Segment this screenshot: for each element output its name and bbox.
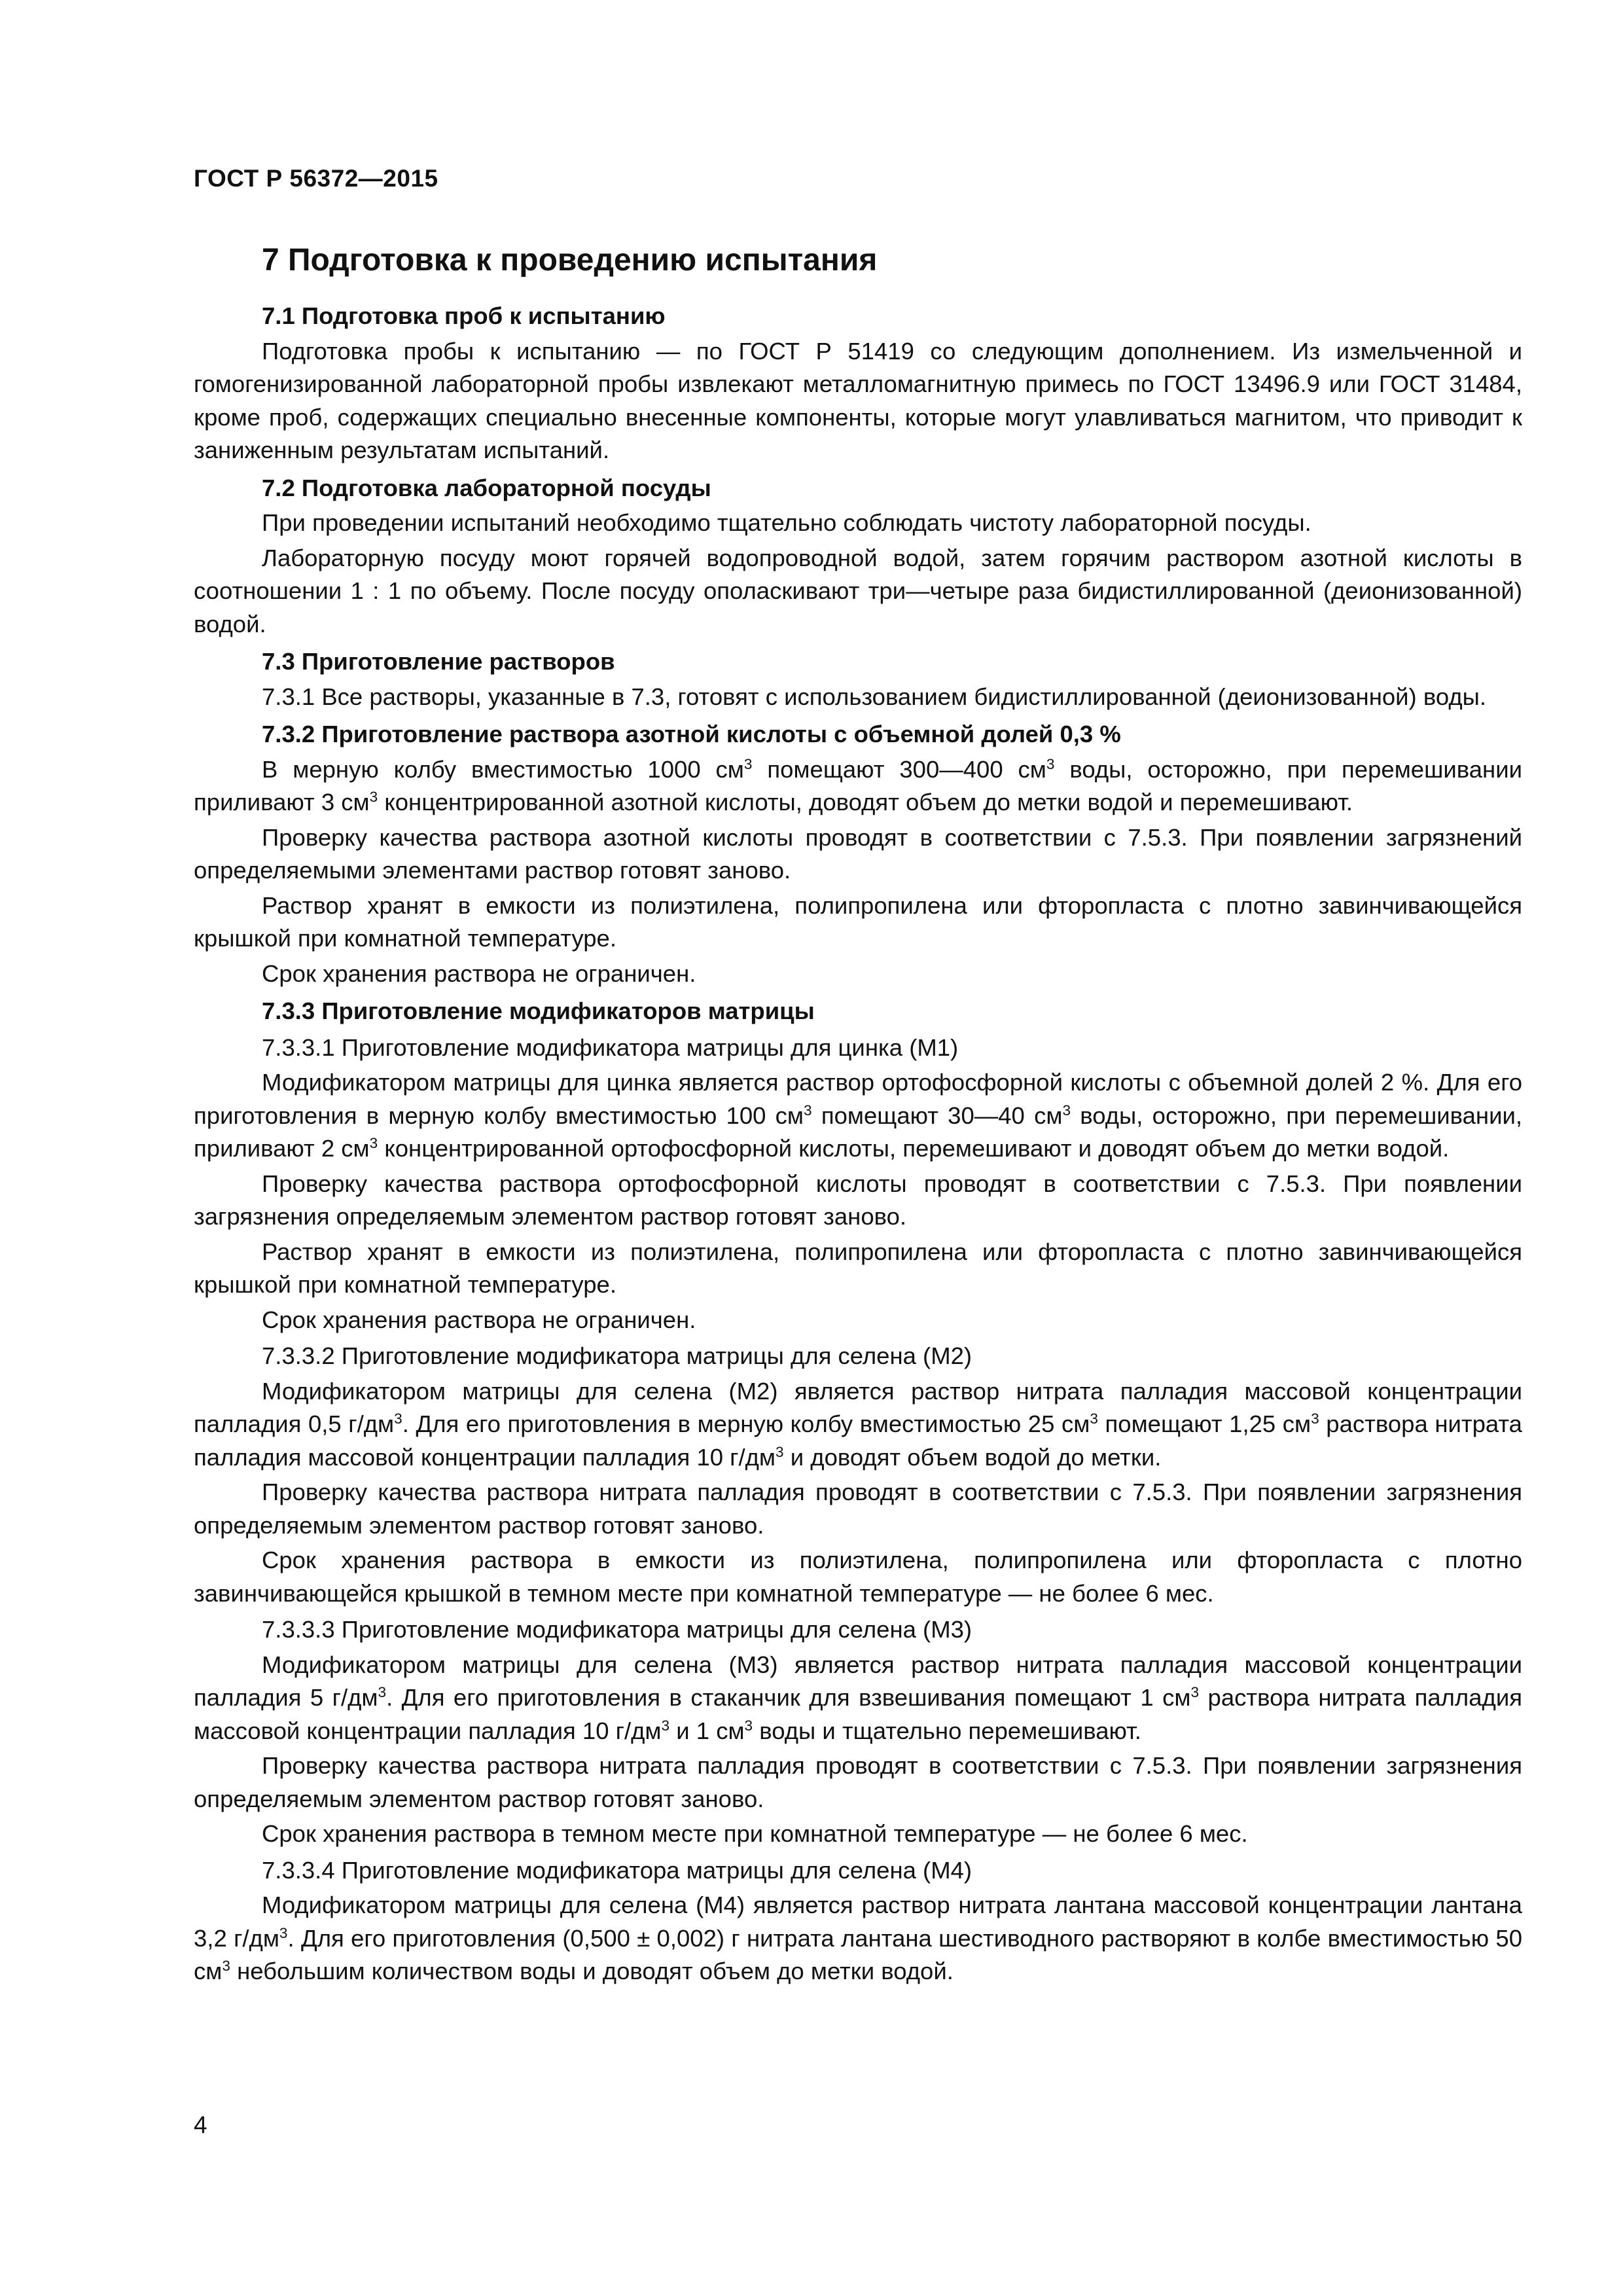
- superscript: 3: [369, 788, 378, 805]
- paragraph: В мерную колбу вместимостью 1000 $см^3$ помещают 300—400 $см^3$ воды, осторожно, при перемешивании приливают 3 $см^3$ концентрированной азотной кислоты, доводят объем до метки водой и перемешивают.: [194, 755, 1522, 816]
- superscript: 3: [1311, 1410, 1319, 1427]
- paragraph: Лабораторную посуду моют горячей водопроводной водой, затем горячим раствором азотной кислоты в соотношении 1 : 1 по объему. После посуду ополаскивают три—четыре раза бидистиллированной (деионизованной) водой.: [194, 544, 1522, 637]
- paragraph: Срок хранения раствора не ограничен.: [262, 960, 696, 987]
- subsection-heading: 7.2 Подготовка лабораторной посуды: [262, 474, 711, 501]
- superscript: 3: [776, 1443, 784, 1460]
- paragraph: При проведении испытаний необходимо тщательно соблюдать чистоту лабораторной посуды.: [262, 509, 1311, 536]
- superscript: 3: [1090, 1410, 1098, 1427]
- paragraph: Подготовка пробы к испытанию — по ГОСТ Р 51419 со следующим дополнением. Из измельченной и гомогенизированной лабораторной пробы извлекают металломагнитную примесь по ГОСТ 13496.9 или ГОСТ 31484, кроме проб, содержащих специально внесенные компоненты, которые могут улавливаться магнитом, что приводит к заниженным результатам испытаний.: [194, 337, 1522, 463]
- clause-heading: 7.3.3.4 Приготовление модификатора матрицы для селена (М4): [262, 1856, 972, 1884]
- subsection-heading: 7.1 Подготовка проб к испытанию: [262, 302, 666, 329]
- paragraph: Срок хранения раствора в темном месте при комнатной температуре — не более 6 мес.: [262, 1820, 1248, 1847]
- superscript: 3: [661, 1717, 670, 1734]
- superscript: 3: [1046, 755, 1055, 772]
- superscript: 3: [743, 755, 753, 772]
- paragraph: Срок хранения раствора в емкости из полиэтилена, полипропилена или фторопласта с плотно завинчивающейся крышкой в темном месте при комнатной температуре — не более 6 мес.: [194, 1547, 1522, 1607]
- document-header: ГОСТ Р 56372—2015: [194, 165, 438, 192]
- superscript: 3: [1190, 1683, 1200, 1700]
- clause-heading: 7.3.3.3 Приготовление модификатора матрицы для селена (М3): [262, 1616, 972, 1643]
- paragraph: Проверку качества раствора нитрата палладия проводят в соответствии с 7.5.3. При появлении загрязнения определяемым элементом раствор готовят заново.: [194, 1479, 1522, 1539]
- superscript: 3: [369, 1134, 378, 1151]
- superscript: 3: [394, 1410, 402, 1427]
- section-title: 7 Подготовка к проведению испытания: [262, 243, 878, 278]
- paragraph: Проверку качества раствора азотной кислоты проводят в соответствии с 7.5.3. При появлении загрязнений определяемыми элементами раствор готовят заново.: [194, 823, 1522, 884]
- superscript: 3: [222, 1957, 230, 1974]
- paragraph-list: [194, 300, 1522, 1988]
- subsection-heading: 7.3.3 Приготовление модификаторов матрицы: [262, 997, 815, 1024]
- paragraph: Раствор хранят в емкости из полиэтилена, полипропилена или фторопласта с плотно завинчивающейся крышкой при комнатной температуре.: [194, 891, 1522, 952]
- superscript: 3: [378, 1683, 387, 1700]
- page-number: 4: [194, 2111, 207, 2138]
- clause-heading: 7.3.3.1 Приготовление модификатора матрицы для цинка (М1): [262, 1033, 959, 1061]
- paragraph: 7.3.1 Все растворы, указанные в 7.3, готовят с использованием бидистиллированной (деионизованной) воды.: [262, 683, 1486, 710]
- subsection-heading: 7.3.2 Приготовление раствора азотной кислоты с объемной долей 0,3 %: [262, 721, 1121, 747]
- superscript: 3: [1062, 1102, 1071, 1119]
- paragraph: Модификатором матрицы для селена (М2) является раствор нитрата палладия массовой концентрации палладия 0,5 $г/дм^3$. Для его приготовления в мерную колбу вместимостью 25 $см^3$ помещают 1,25 $см^3$ раствора нитрата палладия массовой концентрации палладия 10 $г/дм^3$ и доводят объем водой до метки.: [194, 1377, 1522, 1471]
- paragraph: Срок хранения раствора не ограничен.: [262, 1306, 696, 1333]
- paragraph: Раствор хранят в емкости из полиэтилена, полипропилена или фторопласта с плотно завинчивающейся крышкой при комнатной температуре.: [194, 1238, 1522, 1298]
- paragraph: Модификатором матрицы для селена (М3) является раствор нитрата палладия массовой концентрации палладия 5 $г/дм^3$. Для его приготовления в стаканчик для взвешивания помещают 1 $см^3$ раствора нитрата палладия массовой концентрации палладия 10 $г/дм^3$ и 1 $см^3$ воды и тщательно перемешивают.: [194, 1651, 1522, 1744]
- superscript: 3: [804, 1102, 812, 1119]
- clause-heading: 7.3.3.2 Приготовление модификатора матрицы для селена (М2): [262, 1342, 972, 1369]
- superscript: 3: [744, 1717, 753, 1734]
- document-body: [194, 241, 1522, 1988]
- superscript: 3: [279, 1924, 288, 1941]
- subsection-heading: 7.3 Приготовление растворов: [262, 648, 615, 675]
- paragraph: Модификатором матрицы для селена (М4) является раствор нитрата лантана массовой концентрации лантана 3,2 $г/дм^3$. Для его приготовления (0,500 ± 0,002) г нитрата лантана шестиводного растворяют в колбе вместимостью 50 $см^3$ небольшим количеством воды и доводят объем до метки водой.: [194, 1892, 1522, 1984]
- paragraph: Проверку качества раствора ортофосфорной кислоты проводят в соответствии с 7.5.3. При появлении загрязнения определяемым элементом раствор готовят заново.: [194, 1170, 1522, 1230]
- paragraph: Проверку качества раствора нитрата палладия проводят в соответствии с 7.5.3. При появлении загрязнения определяемым элементом раствор готовят заново.: [194, 1752, 1522, 1812]
- paragraph: Модификатором матрицы для цинка является раствор ортофосфорной кислоты с объемной долей 2 %. Для его приготовления в мерную колбу вместимостью 100 $см^3$ помещают 30—40 $см^3$ воды, осторожно, при перемешивании, приливают 2 $см^3$ концентрированной ортофосфорной кислоты, перемешивают и доводят объем до метки водой.: [194, 1069, 1522, 1162]
